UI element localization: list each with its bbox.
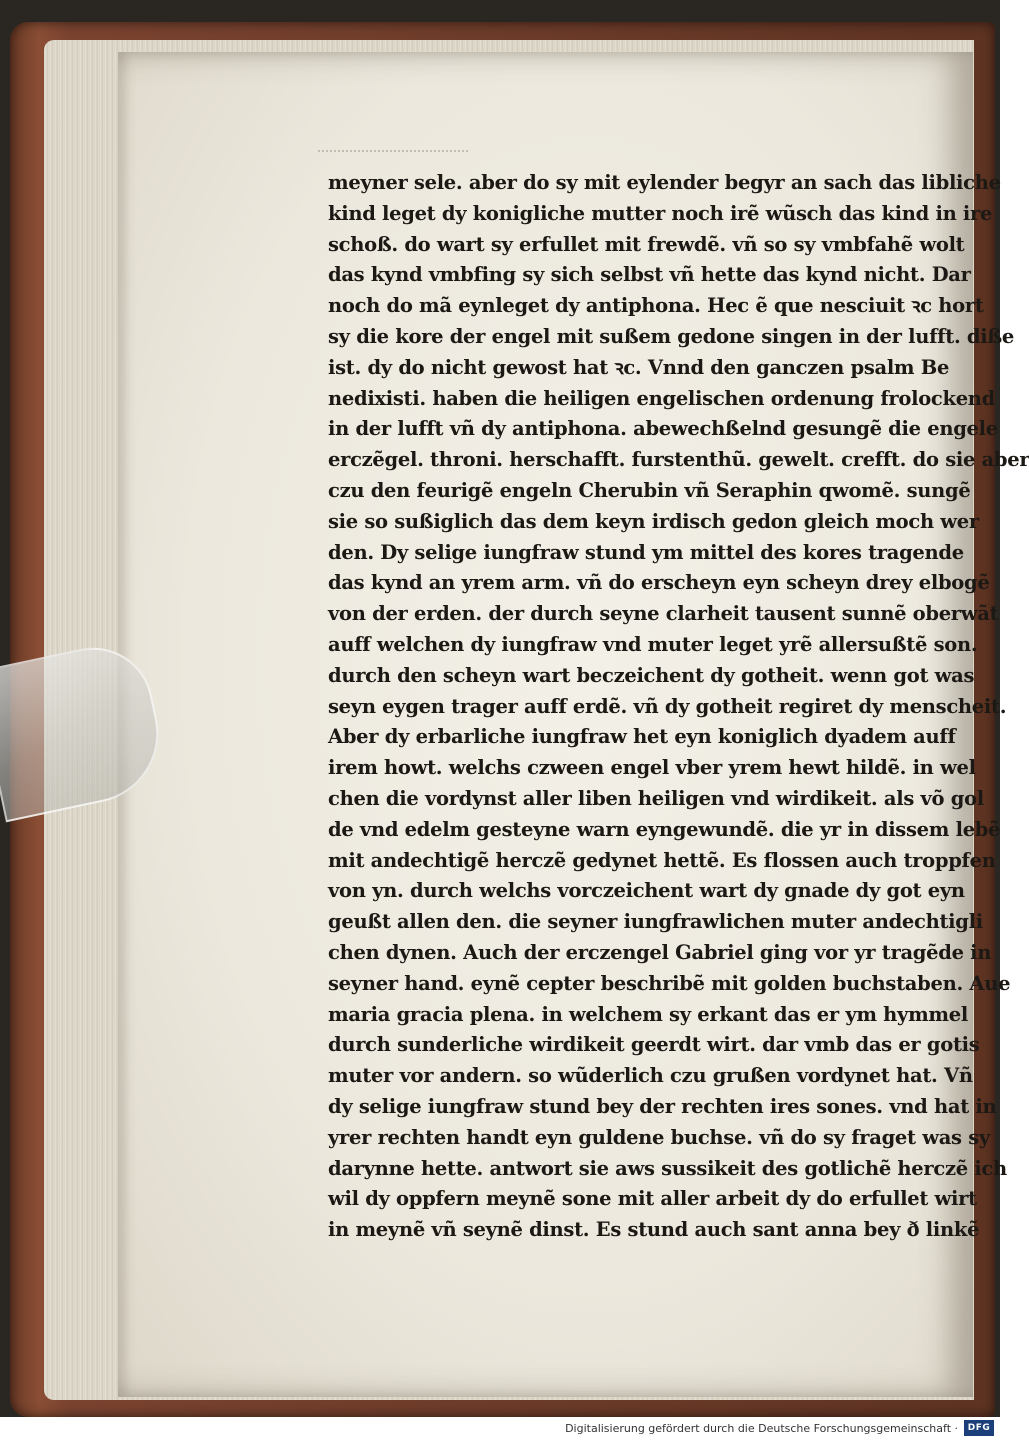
text-line: mit andechtigẽ herczẽ gedynet hettẽ. Es flossen auch troppfen	[328, 848, 996, 872]
text-line: chen die vordynst aller liben heiligen vnd wirdikeit. als võ gol	[328, 786, 984, 810]
text-line: chen dynen. Auch der erczengel Gabriel ging vor yr tragẽde in	[328, 940, 992, 964]
text-line: erczẽgel. throni. herschafft. furstenthũ. gewelt. crefft. do sie aber	[328, 448, 1029, 472]
text-line: noch do mã eynleget dy antiphona. Hec ẽ que nesciuit ꝛc hort	[328, 294, 984, 318]
text-line: in meynẽ vñ seynẽ dinst. Es stund auch sant anna bey ð linkẽ	[328, 1218, 980, 1242]
text-line: sie so sußiglich das dem keyn irdisch gedon gleich moch wer	[328, 509, 979, 533]
text-line: geußt allen den. die seyner iungfrawlichen muter andechtigli	[328, 910, 983, 934]
text-line: wil dy oppfern meynẽ sone mit aller arbeit dy do erfullet wirt	[328, 1187, 977, 1211]
text-line: yrer rechten handt eyn guldene buchse. vñ do sy fraget was sy	[328, 1125, 990, 1149]
text-line: maria gracia plena. in welchem sy erkant das er ym hymmel	[328, 1002, 968, 1026]
text-line: ist. dy do nicht gewost hat ꝛc. Vnnd den ganczen psalm Be	[328, 355, 950, 379]
text-line: durch sunderliche wirdikeit geerdt wirt. dar vmb das er gotis	[328, 1033, 980, 1057]
funding-credit: Digitalisierung gefördert durch die Deutsche Forschungsgemeinschaft ·	[565, 1422, 958, 1435]
text-line: seyner hand. eynẽ cepter beschribẽ mit golden buchstaben. Aue	[328, 971, 1011, 995]
text-line: muter vor andern. so wũderlich czu grußen vordynet hat. Vñ	[328, 1064, 973, 1088]
text-line: czu den feurigẽ engeln Cherubin vñ Seraphin qwomẽ. sungẽ	[328, 478, 971, 502]
page-stain	[318, 150, 468, 162]
text-line: durch den scheyn wart beczeichent dy gotheit. wenn got was	[328, 663, 975, 687]
text-line: nedixisti. haben die heiligen engelischen ordenung frolockend	[328, 386, 996, 410]
text-line: das kynd vmbfing sy sich selbst vñ hette das kynd nicht. Dar	[328, 263, 971, 287]
text-line: Aber dy erbarliche iungfraw het eyn koniglich dyadem auff	[328, 725, 956, 749]
text-line: in der lufft vñ dy antiphona. abewechßelnd gesungẽ die engele	[328, 417, 998, 441]
blackletter-text-block	[328, 168, 1029, 1242]
text-line: von der erden. der durch seyne clarheit tausent sunnẽ oberwãt	[328, 602, 999, 626]
text-line: irem howt. welchs czween engel vber yrem hewt hildẽ. in wel	[328, 756, 976, 780]
text-line: schoß. do wart sy erfullet mit frewdẽ. vñ so sy vmbfahẽ wolt	[328, 232, 965, 256]
text-line: darynne hette. antwort sie aws sussikeit des gotlichẽ herczẽ ich	[328, 1156, 1007, 1180]
text-line: de vnd edelm gesteyne warn eyngewundẽ. die yr in dissem lebẽ	[328, 817, 1001, 841]
text-line: sy die kore der engel mit sußem gedone singen in der lufft. diße	[328, 324, 1014, 348]
text-line: kind leget dy konigliche mutter noch irẽ wũsch das kind in ire	[328, 201, 993, 225]
text-line: von yn. durch welchs vorczeichent wart dy gnade dy got eyn	[328, 879, 965, 903]
text-line: meyner sele. aber do sy mit eylender begyr an sach das libliche	[328, 171, 1001, 194]
text-line: das kynd an yrem arm. vñ do erscheyn eyn scheyn drey elbogẽ	[328, 571, 990, 595]
text-line: dy selige iungfraw stund bey der rechten ires sones. vnd hat in	[328, 1094, 997, 1118]
dfg-logo-icon: DFG	[964, 1420, 994, 1436]
text-line: auff welchen dy iungfraw vnd muter leget yrẽ allersußtẽ son.	[328, 632, 978, 656]
text-line: seyn eygen trager auff erdẽ. vñ dy gotheit regiret dy menscheit.	[328, 694, 1007, 718]
text-line: den. Dy selige iungfraw stund ym mittel des kores tragende	[328, 540, 964, 564]
